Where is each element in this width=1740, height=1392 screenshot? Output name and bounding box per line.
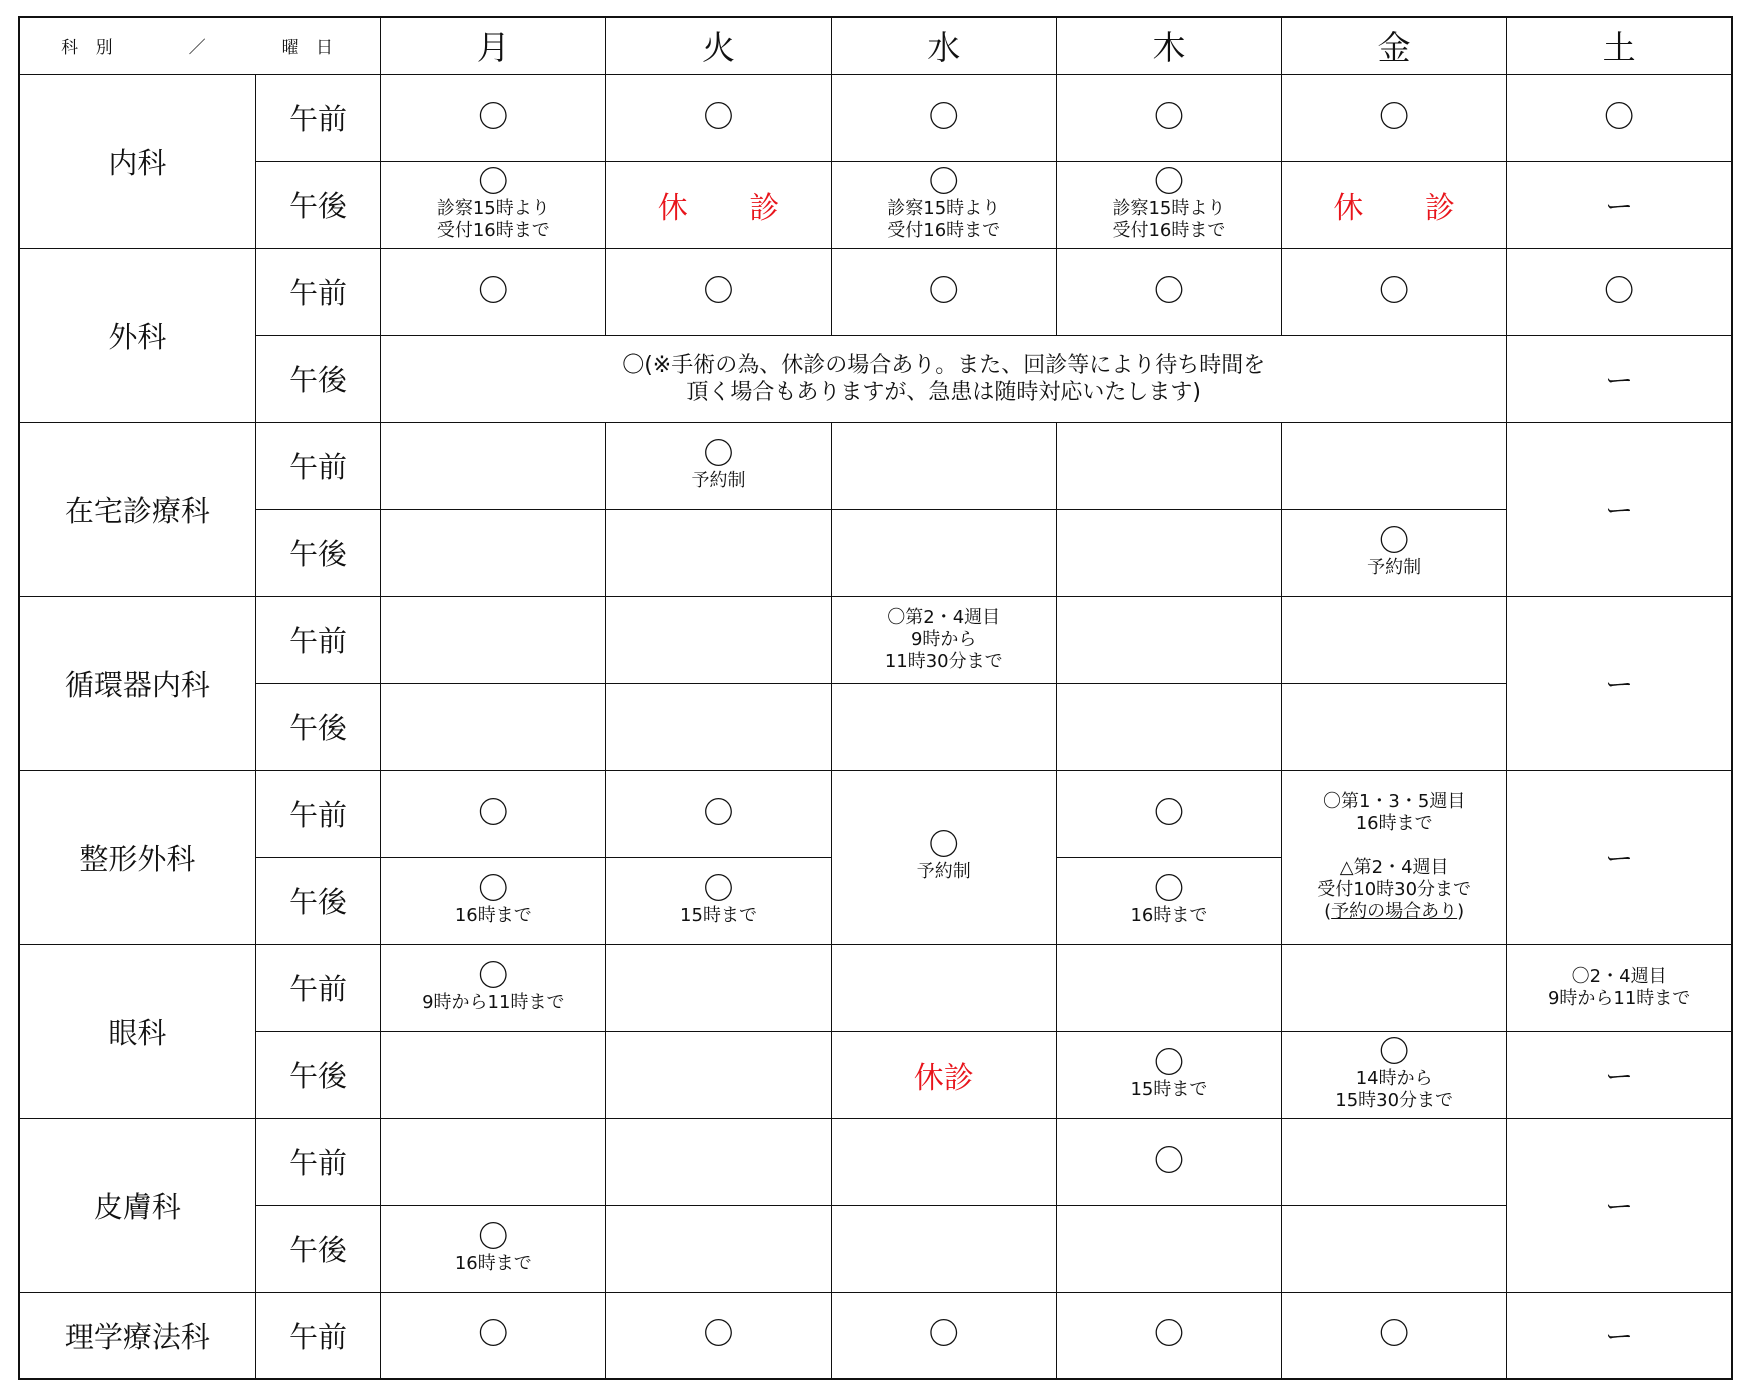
open-mark: 〇	[1379, 523, 1410, 559]
dept-ortho: 整形外科	[19, 770, 255, 944]
note-eye-fri-from: 14時から	[1355, 1067, 1433, 1089]
closed-label: 休 診	[1333, 190, 1481, 226]
cell-derm-am-wed	[831, 1118, 1056, 1205]
cell-cardio-pm-wed	[831, 683, 1056, 770]
period-am: 午前	[255, 770, 380, 857]
period-pm: 午後	[255, 683, 380, 770]
dept-derm: 皮膚科	[19, 1118, 255, 1292]
open-mark: 〇	[703, 1317, 734, 1353]
cell-rehab-am-fri	[1282, 1292, 1507, 1379]
dept-internal: 内科	[19, 74, 255, 248]
cell-cardio-pm-thu	[1056, 683, 1281, 770]
note-reservation: 予約制	[691, 469, 746, 491]
cell-eye-pm-sat	[1507, 1031, 1732, 1118]
cell-eye-am-thu	[1056, 944, 1281, 1031]
open-mark: 〇	[478, 273, 509, 309]
open-mark: 〇	[928, 1317, 959, 1353]
dept-surgery: 外科	[19, 248, 255, 422]
cell-surgery-am-tue	[606, 248, 831, 335]
note-spacer	[1282, 835, 1506, 857]
note-exam-time: 診察15時より	[436, 197, 550, 219]
corner-separator: ／	[188, 38, 212, 59]
note-reservation: 予約制	[916, 861, 971, 882]
open-mark: 〇	[1379, 1034, 1410, 1070]
open-mark: 〇	[478, 164, 509, 200]
surgery-am-row	[19, 248, 1732, 335]
cell-ortho-wed	[831, 770, 1056, 944]
cell-internal-am-mon	[381, 74, 606, 161]
note-eye-sat-weeks: 〇2・4週目	[1571, 965, 1667, 987]
note-ortho-fri-weeks-24: △第2・4週目	[1339, 857, 1449, 878]
cell-cardio-am-fri	[1282, 596, 1507, 683]
period-am: 午前	[255, 596, 380, 683]
open-mark: 〇	[703, 871, 734, 907]
day-wed: 水	[831, 17, 1056, 74]
cell-internal-pm-thu	[1056, 161, 1281, 248]
cell-homecare-am-wed	[831, 422, 1056, 509]
cell-cardio-am-mon	[381, 596, 606, 683]
note-exam-time: 診察15時より	[887, 197, 1001, 219]
cell-homecare-am-thu	[1056, 422, 1281, 509]
cell-internal-pm-mon	[381, 161, 606, 248]
cardio-am-row	[19, 596, 1732, 683]
period-am: 午前	[255, 1292, 380, 1379]
cell-rehab-am-mon	[381, 1292, 606, 1379]
note-until-15: 15時まで	[1130, 1078, 1208, 1100]
cell-ortho-sat	[1507, 770, 1732, 944]
open-mark: 〇	[1153, 795, 1184, 831]
day-tue: 火	[606, 17, 831, 74]
cell-homecare-sat	[1507, 422, 1732, 596]
cell-homecare-pm-thu	[1056, 509, 1281, 596]
cell-derm-pm-thu	[1056, 1205, 1281, 1292]
cell-eye-pm-mon	[381, 1031, 606, 1118]
cell-homecare-pm-tue	[606, 509, 831, 596]
open-mark: 〇	[1153, 1143, 1184, 1179]
open-mark: 〇	[478, 99, 509, 135]
note-until-16: 16時まで	[454, 904, 532, 926]
note-ortho-fri-reservation	[1282, 901, 1506, 923]
open-mark: 〇	[1153, 1317, 1184, 1353]
cell-surgery-am-sat	[1507, 248, 1732, 335]
note-reception-time: 受付16時まで	[887, 219, 1001, 241]
open-mark: 〇	[1153, 1045, 1184, 1081]
cell-ortho-am-tue	[606, 770, 831, 857]
dash-mark: ー	[1605, 1059, 1634, 1093]
cell-cardio-am-wed	[831, 596, 1056, 683]
period-am: 午前	[255, 74, 380, 161]
eye-am-row	[19, 944, 1732, 1031]
internal-pm-row	[19, 161, 1732, 248]
note-ortho-fri-weeks-135: 〇第1・3・5週目	[1322, 791, 1466, 812]
cell-surgery-pm-sat	[1507, 335, 1732, 422]
paren-open: (	[1324, 901, 1332, 922]
cell-homecare-am-tue	[606, 422, 831, 509]
homecare-am-row	[19, 422, 1732, 509]
note-until-15: 15時まで	[680, 904, 757, 926]
dash-mark: ー	[1605, 363, 1634, 397]
dash-mark: ー	[1605, 1320, 1634, 1354]
surgery-pm-row	[19, 335, 1732, 422]
cell-homecare-am-fri	[1282, 422, 1507, 509]
header-row	[19, 17, 1732, 74]
cell-surgery-pm-weekdays	[381, 335, 1507, 422]
note-ortho-fri-reception: 受付10時30分まで	[1317, 879, 1472, 900]
cell-cardio-pm-mon	[381, 683, 606, 770]
cell-homecare-pm-wed	[831, 509, 1056, 596]
note-cardio-weeks: 〇第2・4週目	[887, 606, 1001, 628]
cell-derm-pm-mon	[381, 1205, 606, 1292]
open-mark: 〇	[1604, 99, 1635, 135]
cell-ortho-am-mon	[381, 770, 606, 857]
paren-close: )	[1457, 901, 1465, 922]
day-sat: 土	[1507, 17, 1732, 74]
cell-surgery-am-wed	[831, 248, 1056, 335]
note-cardio-until: 11時30分まで	[884, 650, 1003, 672]
cell-internal-am-sat	[1507, 74, 1732, 161]
open-mark: 〇	[478, 795, 509, 831]
closed-label: 休診	[913, 1060, 974, 1096]
note-eye-sat-time: 9時から11時まで	[1547, 987, 1691, 1009]
dept-rehab: 理学療法科	[19, 1292, 255, 1379]
cell-rehab-am-sat	[1507, 1292, 1732, 1379]
cell-derm-pm-tue	[606, 1205, 831, 1292]
day-fri: 金	[1282, 17, 1507, 74]
corner-header	[19, 17, 381, 74]
cardio-pm-row	[19, 683, 1732, 770]
cell-internal-am-tue	[606, 74, 831, 161]
open-mark: 〇	[703, 795, 734, 831]
cell-rehab-am-wed	[831, 1292, 1056, 1379]
cell-internal-am-thu	[1056, 74, 1281, 161]
cell-surgery-am-fri	[1282, 248, 1507, 335]
cell-cardio-pm-fri	[1282, 683, 1507, 770]
cell-derm-pm-wed	[831, 1205, 1056, 1292]
open-mark: 〇	[703, 99, 734, 135]
open-mark: 〇	[1153, 164, 1184, 200]
internal-am-row	[19, 74, 1732, 161]
open-mark: 〇	[928, 99, 959, 135]
dash-mark: ー	[1605, 842, 1634, 875]
dash-mark: ー	[1605, 494, 1634, 527]
reservation-possible-text: 予約の場合あり	[1331, 901, 1458, 922]
cell-eye-am-tue	[606, 944, 831, 1031]
dept-eye: 眼科	[19, 944, 255, 1118]
note-reception-time: 受付16時まで	[1112, 219, 1226, 241]
homecare-pm-row	[19, 509, 1732, 596]
corner-dept-label: 科 別	[61, 38, 119, 59]
period-pm: 午後	[255, 161, 380, 248]
cell-derm-am-thu	[1056, 1118, 1281, 1205]
period-pm: 午後	[255, 509, 380, 596]
cell-derm-am-mon	[381, 1118, 606, 1205]
note-cardio-from: 9時から	[910, 628, 977, 650]
cell-cardio-am-thu	[1056, 596, 1281, 683]
surgery-pm-note-line1: 〇(※手術の為、休診の場合あり。また、回診等により待ち時間を	[622, 352, 1266, 378]
cell-cardio-sat	[1507, 596, 1732, 770]
dept-home-care: 在宅診療科	[19, 422, 255, 596]
cell-internal-am-wed	[831, 74, 1056, 161]
cell-eye-am-fri	[1282, 944, 1507, 1031]
cell-eye-am-mon	[381, 944, 606, 1031]
day-thu: 木	[1056, 17, 1281, 74]
dash-mark: ー	[1605, 668, 1634, 701]
cell-cardio-am-tue	[606, 596, 831, 683]
open-mark: 〇	[928, 828, 959, 863]
cell-internal-pm-fri	[1282, 161, 1507, 248]
note-until-16: 16時まで	[454, 1252, 532, 1274]
cell-eye-am-wed	[831, 944, 1056, 1031]
cell-surgery-am-thu	[1056, 248, 1281, 335]
open-mark: 〇	[928, 273, 959, 309]
cell-ortho-fri	[1282, 770, 1507, 944]
open-mark: 〇	[1604, 273, 1635, 309]
cell-eye-pm-wed	[831, 1031, 1056, 1118]
cell-ortho-pm-tue	[606, 857, 831, 944]
note-reservation: 予約制	[1367, 556, 1422, 578]
cell-derm-pm-fri	[1282, 1205, 1507, 1292]
cell-homecare-pm-mon	[381, 509, 606, 596]
open-mark: 〇	[703, 273, 734, 309]
period-pm: 午後	[255, 1031, 380, 1118]
open-mark: 〇	[478, 1317, 509, 1353]
derm-am-row	[19, 1118, 1732, 1205]
period-am: 午前	[255, 248, 380, 335]
corner-day-label: 曜 日	[281, 38, 339, 59]
cell-eye-pm-thu	[1056, 1031, 1281, 1118]
cell-eye-pm-fri	[1282, 1031, 1507, 1118]
closed-label: 休 診	[657, 190, 806, 226]
cell-derm-am-fri	[1282, 1118, 1507, 1205]
period-pm: 午後	[255, 1205, 380, 1292]
eye-pm-row	[19, 1031, 1732, 1118]
cell-surgery-am-mon	[381, 248, 606, 335]
cell-cardio-pm-tue	[606, 683, 831, 770]
open-mark: 〇	[478, 1219, 509, 1255]
dash-mark: ー	[1605, 189, 1634, 223]
open-mark: 〇	[1379, 273, 1410, 309]
note-reception-time: 受付16時まで	[436, 219, 550, 241]
open-mark: 〇	[1379, 99, 1410, 135]
open-mark: 〇	[1153, 871, 1184, 907]
cell-internal-pm-wed	[831, 161, 1056, 248]
open-mark: 〇	[1379, 1317, 1410, 1353]
clinic-schedule-table	[18, 16, 1733, 1380]
surgery-pm-note-line2: 頂く場合もありますが、急患は随時対応いたします)	[686, 379, 1202, 405]
period-am: 午前	[255, 944, 380, 1031]
cell-ortho-am-thu	[1056, 770, 1281, 857]
open-mark: 〇	[928, 164, 959, 200]
dash-mark: ー	[1605, 1190, 1634, 1223]
cell-eye-am-sat	[1507, 944, 1732, 1031]
cell-ortho-pm-mon	[381, 857, 606, 944]
note-until-16: 16時まで	[1130, 904, 1208, 926]
open-mark: 〇	[478, 958, 509, 994]
open-mark: 〇	[1153, 273, 1184, 309]
note-eye-mon-time: 9時から11時まで	[422, 991, 565, 1013]
cell-rehab-am-thu	[1056, 1292, 1281, 1379]
cell-ortho-pm-thu	[1056, 857, 1281, 944]
cell-homecare-pm-fri	[1282, 509, 1507, 596]
cell-derm-sat	[1507, 1118, 1732, 1292]
note-eye-fri-until: 15時30分まで	[1335, 1089, 1454, 1111]
cell-internal-pm-sat	[1507, 161, 1732, 248]
cell-rehab-am-tue	[606, 1292, 831, 1379]
cell-internal-pm-tue	[606, 161, 831, 248]
open-mark: 〇	[1153, 99, 1184, 135]
note-ortho-fri-until-16: 16時まで	[1355, 813, 1433, 834]
period-am: 午前	[255, 1118, 380, 1205]
period-pm: 午後	[255, 857, 380, 944]
cell-derm-am-tue	[606, 1118, 831, 1205]
open-mark: 〇	[478, 871, 509, 907]
open-mark: 〇	[703, 436, 734, 472]
rehab-am-row	[19, 1292, 1732, 1379]
dept-cardio: 循環器内科	[19, 596, 255, 770]
note-exam-time: 診察15時より	[1112, 197, 1226, 219]
cell-eye-pm-tue	[606, 1031, 831, 1118]
cell-internal-am-fri	[1282, 74, 1507, 161]
period-am: 午前	[255, 422, 380, 509]
day-mon: 月	[381, 17, 606, 74]
ortho-am-row	[19, 770, 1732, 857]
derm-pm-row	[19, 1205, 1732, 1292]
cell-homecare-am-mon	[381, 422, 606, 509]
period-pm: 午後	[255, 335, 380, 422]
